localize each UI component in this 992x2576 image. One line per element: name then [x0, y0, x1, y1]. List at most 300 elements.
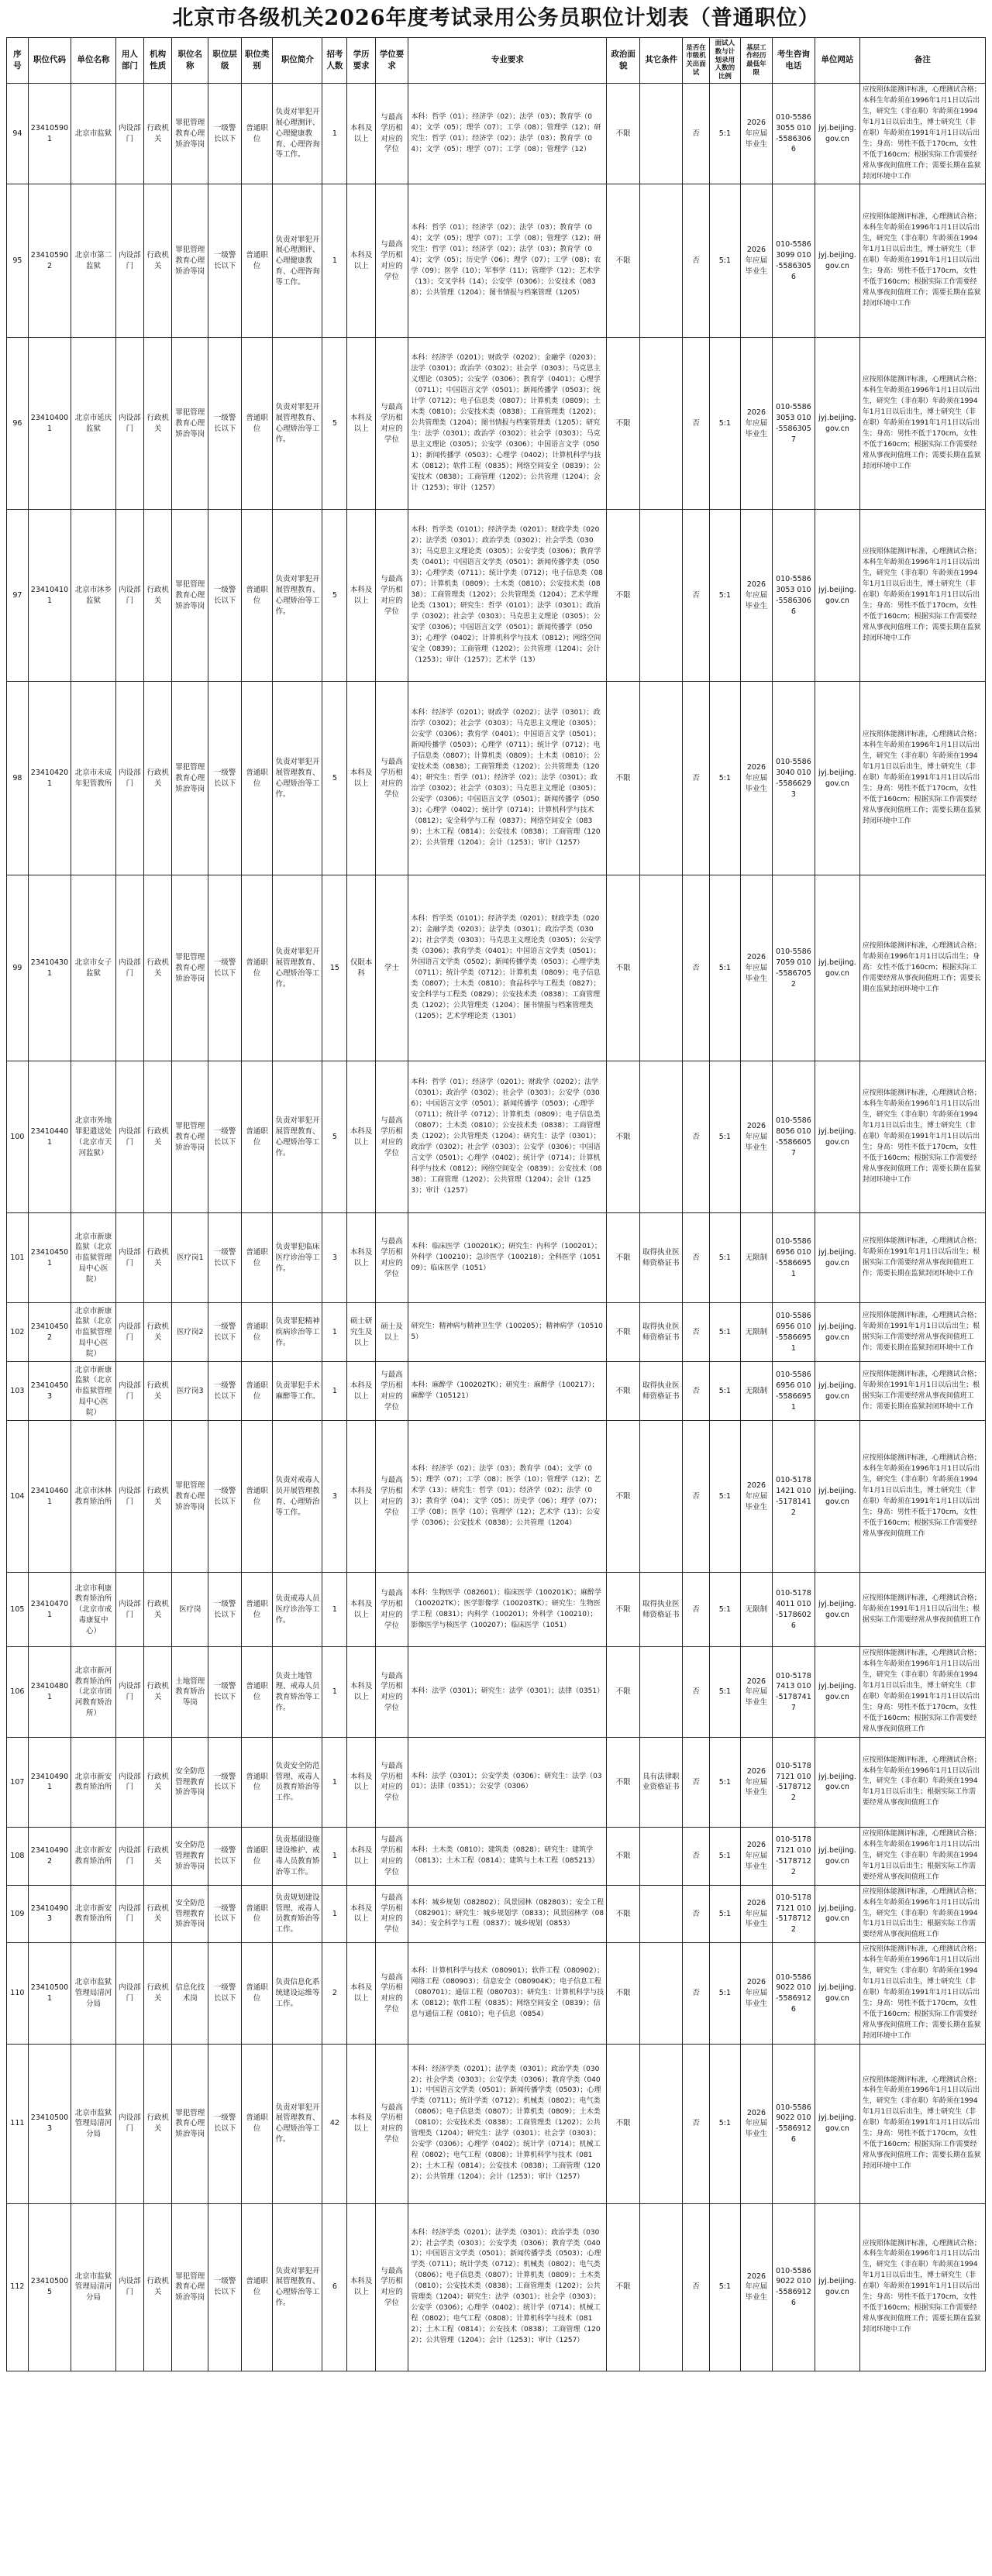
- cell-site: jyj.beijing.gov.cn: [815, 1647, 860, 1738]
- cell-level: 一级警长以下: [208, 682, 242, 875]
- cell-cat: 普通职位: [241, 84, 273, 184]
- cell-edu: 本科及以上: [347, 1737, 375, 1827]
- cell-pol: 不限: [607, 1061, 640, 1213]
- cell-dept: 内设部门: [115, 338, 143, 510]
- cell-city: 否: [683, 1573, 709, 1647]
- cell-intro: 负责罪犯精神疾病诊治等工作。: [273, 1303, 322, 1362]
- cell-level: 一级警长以下: [208, 84, 242, 184]
- cell-ratio: 5:1: [709, 1737, 741, 1827]
- table-row: [7, 1885, 986, 1943]
- cell-dept: 内设部门: [115, 1943, 143, 2044]
- cell-num: 2: [322, 1943, 347, 2044]
- column-header: 学历要求: [347, 38, 375, 84]
- cell-nature: 行政机关: [144, 338, 172, 510]
- cell-num: 5: [322, 338, 347, 510]
- cell-code: 234104902: [28, 1827, 71, 1885]
- cell-phone: 010-51787121 010-51787122: [772, 1737, 815, 1827]
- cell-other: [640, 510, 683, 682]
- cell-edu: 本科及以上: [347, 510, 375, 682]
- cell-no: 101: [7, 1213, 29, 1303]
- cell-num: 1: [322, 1647, 347, 1738]
- cell-other: 取得执业医师资格证书: [640, 1303, 683, 1362]
- cell-site: jyj.beijing.gov.cn: [815, 1827, 860, 1885]
- cell-no: 96: [7, 338, 29, 510]
- cell-dept: 内设部门: [115, 510, 143, 682]
- cell-num: 5: [322, 510, 347, 682]
- cell-other: [640, 1827, 683, 1885]
- cell-city: 否: [683, 1647, 709, 1738]
- cell-level: 一级警长以下: [208, 184, 242, 338]
- cell-level: 一级警长以下: [208, 1943, 242, 2044]
- cell-intro: 负责戒毒人员医疗诊治等工作。: [273, 1573, 322, 1647]
- column-header: 其它条件: [640, 38, 683, 84]
- cell-ratio: 5:1: [709, 1303, 741, 1362]
- cell-cat: 普通职位: [241, 184, 273, 338]
- cell-intro: 负责罪犯临床医疗诊治等工作。: [273, 1213, 322, 1303]
- cell-dept: 内设部门: [115, 1421, 143, 1573]
- cell-level: 一级警长以下: [208, 1421, 242, 1573]
- cell-exp: 2026年应届毕业生: [741, 2203, 773, 2371]
- cell-ratio: 5:1: [709, 682, 741, 875]
- cell-num: 6: [322, 2203, 347, 2371]
- cell-post: 罪犯管理教育心理矫治等岗: [172, 338, 208, 510]
- cell-no: 95: [7, 184, 29, 338]
- cell-intro: 负责信息化系统建设运维等工作。: [273, 1943, 322, 2044]
- column-header: 机构性质: [144, 38, 172, 84]
- cell-edu: 本科及以上: [347, 84, 375, 184]
- cell-intro: 负责土地管理、戒毒人员教育矫治等工作。: [273, 1647, 322, 1738]
- cell-nature: 行政机关: [144, 1573, 172, 1647]
- cell-phone: 010-55863040 010-55866293: [772, 682, 815, 875]
- cell-city: 否: [683, 1885, 709, 1943]
- cell-post: 土地管理教育矫治等岗: [172, 1647, 208, 1738]
- cell-nature: 行政机关: [144, 1827, 172, 1885]
- cell-pol: 不限: [607, 510, 640, 682]
- cell-num: 1: [322, 84, 347, 184]
- cell-city: 否: [683, 682, 709, 875]
- cell-no: 98: [7, 682, 29, 875]
- cell-num: 15: [322, 875, 347, 1061]
- cell-site: jyj.beijing.gov.cn: [815, 1362, 860, 1421]
- table-row: [7, 1213, 986, 1303]
- column-header: 职位层级: [208, 38, 242, 84]
- cell-ratio: 5:1: [709, 1827, 741, 1885]
- page-title: 北京市各级机关2026年度考试录用公务员职位计划表（普通职位）: [172, 6, 820, 30]
- cell-level: 一级警长以下: [208, 510, 242, 682]
- column-header: 单位网站: [815, 38, 860, 84]
- cell-unit: 北京市监狱: [71, 84, 116, 184]
- cell-code: 234105005: [28, 2203, 71, 2371]
- table-row: [7, 1421, 986, 1573]
- cell-degree: 与最高学历相对应的学位: [375, 1647, 408, 1738]
- cell-major: 本科：哲学类（0101）；经济学类（0201）；财政学类（0202）；金融学类（0203）；法学类（0301）；政治学类（0302）；社会学类（0303）；马克思主义理论类（0305）；公安学类（0306）；教育学类（0401）；中国语言文学类（0501）；外国语言文学类（0502）；新闻传播学类（0503）；心理学类（0711）；统计学类（0712）；计算机类（0809）；电子信息类（0807）；土木类（0810）；食品科学与工程类（0827）；安全科学与工程类（0829）；公安技术类（0838）；工商管理类（1202）；公共管理类（1204）；图书情报与档案管理类（1205）；艺术学理论类（1301）: [408, 875, 607, 1061]
- column-header: 专业要求: [408, 38, 607, 84]
- cell-nature: 行政机关: [144, 1885, 172, 1943]
- cell-nature: 行政机关: [144, 1737, 172, 1827]
- cell-major: 本科：哲学（01）；经济学（0201）；财政学（0202）；法学（0301）；政治学（0302）；社会学（0303）；公安学（0306）；中国语言文学（0501）；新闻传播学（0503）；心理学（0711）；统计学（0712）；计算机类（0809）；电子信息类（0807）；土木类（0810）；公安技术类（0838）；工商管理类（1202）；公共管理类（1204）；研究生：法学（0301）；政治学（0302）；社会学（0303）；公安学（0306）；中国语言文学（0501）；心理学（0402）；统计学（0714）；计算机科学与技术（0812）；网络空间安全（0839）；公安技术（0838）；工商管理（1202）；公共管理（1204）；会计（1253）；审计（1257）: [408, 1061, 607, 1213]
- cell-major: 本科：经济学（0201）；财政学（0202）；金融学（0203）；法学（0301）；政治学（0302）；社会学（0303）；马克思主义理论（0305）；公安学（0306）；教育学（0401）；心理学（0711）；中国语言文学（0501）；新闻传播学（0503）；统计学（0712）；电子信息类（0807）；计算机类（0809）；土木类（0810）；公安技术类（0838）；工商管理类（1202）；公共管理类（1204）；图书情报与档案管理类（1205）；研究生：法学（0301）；政治学（0302）；社会学（0303）；马克思主义理论（0305）；公安学（0306）；中国语言文学（0501）；新闻传播学（0503）；心理学（0402）；计算机科学与技术（0812）；软件工程（0835）；网络空间安全（0839）；公安技术（0838）；工商管理（1202）；公共管理（1204）；会计（1253）；审计（1257）: [408, 338, 607, 510]
- cell-edu: 本科及以上: [347, 1213, 375, 1303]
- cell-dept: 内设部门: [115, 1573, 143, 1647]
- cell-nature: 行政机关: [144, 2203, 172, 2371]
- cell-major: 本科：计算机科学与技术（080901）；软件工程（080902）；网络工程（080903）；信息安全（080904K）；电子信息工程（080701）；通信工程（080703）；研究生：计算机科学与技术（0812）；软件工程（0835）；网络空间安全（0839）；信息与通信工程（0810）；电子信息（0854）: [408, 1943, 607, 2044]
- cell-unit: 北京市第二监狱: [71, 184, 116, 338]
- cell-no: 103: [7, 1362, 29, 1421]
- cell-other: 具有法律职业资格证书: [640, 1737, 683, 1827]
- cell-cat: 普通职位: [241, 2044, 273, 2203]
- cell-nature: 行政机关: [144, 1303, 172, 1362]
- cell-cat: 普通职位: [241, 875, 273, 1061]
- cell-edu: 本科及以上: [347, 682, 375, 875]
- cell-degree: 与最高学历相对应的学位: [375, 510, 408, 682]
- cell-ratio: 5:1: [709, 1647, 741, 1738]
- cell-cat: 普通职位: [241, 1647, 273, 1738]
- cell-level: 一级警长以下: [208, 1737, 242, 1827]
- cell-other: [640, 1421, 683, 1573]
- cell-cat: 普通职位: [241, 682, 273, 875]
- cell-post: 信息化技术岗: [172, 1943, 208, 2044]
- cell-post: 罪犯管理教育心理矫治等岗: [172, 2203, 208, 2371]
- cell-phone: 010-55868056 010-55866057: [772, 1061, 815, 1213]
- cell-edu: 本科及以上: [347, 2044, 375, 2203]
- cell-code: 234104503: [28, 1362, 71, 1421]
- cell-major: 本科：法学（0301）；公安学类（0306）；研究生：法学（0301）；法律（0351）；公安学（0306）: [408, 1737, 607, 1827]
- cell-major: 本科：经济学类（0201）；法学类（0301）；政治学类（0302）；社会学类（0303）；公安学类（0306）；教育学类（0401）；中国语言文学类（0501）；新闻传播学类（0503）；心理学类（0711）；统计学类（0712）；机械类（0802）；电气类（0806）；电子信息类（0807）；计算机类（0809）；土木类（0810）；公安技术类（0838）；工商管理类（1202）；公共管理类（1204）；研究生：法学（0301）；社会学（0303）；公安学（0306）；心理学（0402）；统计学（0714）；机械工程（0802）；电气工程（0808）；计算机科学与技术（0812）；土木工程（0814）；公安技术（0838）；工商管理（1202）；公共管理（1204）；会计（1253）；审计（1257）: [408, 2044, 607, 2203]
- cell-unit: 北京市监狱管理局清河分局: [71, 1943, 116, 2044]
- cell-major: 本科：土木类（0810）；建筑类（0828）；研究生：建筑学（0813）；土木工程（0814）；建筑与土木工程（085213）: [408, 1827, 607, 1885]
- cell-city: 否: [683, 1061, 709, 1213]
- cell-cat: 普通职位: [241, 1737, 273, 1827]
- cell-unit: 北京市新安教育矫治所: [71, 1737, 116, 1827]
- cell-unit: 北京市女子监狱: [71, 875, 116, 1061]
- cell-note: 应按照体能测评标准，心理测试合格；本科生年龄须在1996年1月1日以后出生，研究生（非在职）年龄须在1994年1月1日以后出生，博士研究生（非在职）年龄须在1991年1月1日以后出生；身高：男性不低于170cm，女性不低于160cm；根据实际工作需要经常从事夜间值班工作；需要长期在监狱封闭环境中工作: [859, 2044, 985, 2203]
- cell-degree: 与最高学历相对应的学位: [375, 1573, 408, 1647]
- cell-unit: 北京市沐林教育矫治所: [71, 1421, 116, 1573]
- cell-degree: 与最高学历相对应的学位: [375, 1421, 408, 1573]
- cell-post: 罪犯管理教育心理矫治等岗: [172, 84, 208, 184]
- table-row: [7, 1362, 986, 1421]
- cell-cat: 普通职位: [241, 1061, 273, 1213]
- cell-ratio: 5:1: [709, 184, 741, 338]
- cell-note: 应按照体能测评标准，心理测试合格；本科生年龄须在1996年1月1日以后出生，研究生（非在职）年龄须在1994年1月1日以后出生；根据实际工作需要经常从事夜间值班工作: [859, 1737, 985, 1827]
- cell-major: 研究生：精神病与精神卫生学（100205）；精神病学（105105）: [408, 1303, 607, 1362]
- cell-nature: 行政机关: [144, 1421, 172, 1573]
- cell-major: 本科：经济学（0201）；财政学（0202）；法学（0301）；政治学（0302）；社会学（0303）；马克思主义理论（0305）；公安学（0306）；教育学（0401）；中国语言文学（0501）；新闻传播学（0503）；心理学（0711）；统计学（0712）；电子信息类（0807）；计算机类（0809）；土木类（0810）；公安技术类（0838）；工商管理类（1202）；公共管理类（1204）；研究生：哲学（01）；经济学（02）；法学（0301）；政治学（0302）；社会学（0303）；马克思主义理论（0305）；公安学（0306）；中国语言文学（0501）；新闻传播学（0503）；心理学（0402）；统计学（0714）；计算机科学与技术（0812）；安全科学与工程（0837）；网络空间安全（0839）；土木工程（0814）；公安技术（0838）；工商管理（1202）；公共管理（1204）；会计（1253）；审计（1257）: [408, 682, 607, 875]
- cell-other: [640, 1061, 683, 1213]
- column-header: 学位要求: [375, 38, 408, 84]
- table-row: [7, 1303, 986, 1362]
- cell-exp: 2026年应届毕业生: [741, 338, 773, 510]
- cell-level: 一级警长以下: [208, 1827, 242, 1885]
- cell-unit: 北京市新安教育矫治所: [71, 1885, 116, 1943]
- cell-code: 234105003: [28, 2044, 71, 2203]
- cell-cat: 普通职位: [241, 1943, 273, 2044]
- cell-cat: 普通职位: [241, 1362, 273, 1421]
- cell-post: 医疗岗1: [172, 1213, 208, 1303]
- column-header: 政治面貌: [607, 38, 640, 84]
- cell-edu: 本科及以上: [347, 1573, 375, 1647]
- cell-num: 3: [322, 1213, 347, 1303]
- cell-exp: 2026年应届毕业生: [741, 1943, 773, 2044]
- cell-edu: 本科及以上: [347, 184, 375, 338]
- cell-site: jyj.beijing.gov.cn: [815, 1573, 860, 1647]
- cell-nature: 行政机关: [144, 2044, 172, 2203]
- cell-site: jyj.beijing.gov.cn: [815, 2203, 860, 2371]
- cell-note: 应按照体能测评标准，心理测试合格；本科生年龄须在1996年1月1日以后出生，研究生（非在职）年龄须在1994年1月1日以后出生，博士研究生（非在职）年龄须在1991年1月1日以后出生；身高：男性不低于170cm，女性不低于160cm；根据实际工作需要经常从事夜间值班工作；需要长期在监狱封闭环境中工作: [859, 338, 985, 510]
- cell-degree: 与最高学历相对应的学位: [375, 1943, 408, 2044]
- cell-phone: 010-51784011 010-51786026: [772, 1573, 815, 1647]
- cell-note: 应按照体能测评标准，心理测试合格；本科生年龄须在1996年1月1日以后出生，研究生（非在职）年龄须在1994年1月1日以后出生；根据实际工作需要经常从事夜间值班工作: [859, 1827, 985, 1885]
- cell-intro: 负责对罪犯开展管理教育、心理矫治等工作。: [273, 510, 322, 682]
- cell-post: 罪犯管理教育心理矫治等岗: [172, 1421, 208, 1573]
- cell-site: jyj.beijing.gov.cn: [815, 1943, 860, 2044]
- cell-city: 否: [683, 875, 709, 1061]
- cell-code: 234104901: [28, 1737, 71, 1827]
- cell-pol: 不限: [607, 1827, 640, 1885]
- cell-unit: 北京市监狱管理局清河分局: [71, 2044, 116, 2203]
- cell-ratio: 5:1: [709, 84, 741, 184]
- cell-site: jyj.beijing.gov.cn: [815, 84, 860, 184]
- cell-degree: 与最高学历相对应的学位: [375, 2203, 408, 2371]
- cell-major: 本科：哲学（01）；经济学（02）；法学（03）；教育学（04）；文学（05）；理学（07）；工学（08）；管理学（12）；研究生：哲学（01）；经济学（02）；法学（03）；教育学（04）；文学（05）；历史学（06）；理学（07）；工学（08）；农学（09）；医学（10）；军事学（11）；管理学（12）；艺术学（13）；交叉学科（14）；公安学（0306）；公安技术（0838）；公共管理（1204）；图书情报与档案管理（1205）: [408, 184, 607, 338]
- cell-code: 234105902: [28, 184, 71, 338]
- cell-exp: 无限制: [741, 1362, 773, 1421]
- cell-degree: 学士: [375, 875, 408, 1061]
- cell-code: 234104601: [28, 1421, 71, 1573]
- cell-city: 否: [683, 338, 709, 510]
- cell-pol: 不限: [607, 84, 640, 184]
- table-row: [7, 1827, 986, 1885]
- column-header: 面试人数与计划录用人数的比例: [709, 38, 741, 84]
- cell-num: 1: [322, 1737, 347, 1827]
- cell-major: 本科：临床医学（100201K）；研究生：内科学（100201）；外科学（100210）；急诊医学（100218）；全科医学（105109）；临床医学（1051）: [408, 1213, 607, 1303]
- cell-pol: 不限: [607, 1362, 640, 1421]
- cell-nature: 行政机关: [144, 1943, 172, 2044]
- cell-cat: 普通职位: [241, 510, 273, 682]
- cell-pol: 不限: [607, 338, 640, 510]
- cell-pol: 不限: [607, 1213, 640, 1303]
- cell-note: 应按照体能测评标准，心理测试合格；年龄须在1991年1月1日以后出生；根据实际工作需要经常从事夜间值班工作: [859, 1573, 985, 1647]
- cell-no: 109: [7, 1885, 29, 1943]
- cell-num: 42: [322, 2044, 347, 2203]
- cell-cat: 普通职位: [241, 2203, 273, 2371]
- recruitment-table: [6, 37, 986, 2371]
- cell-note: 应按照体能测评标准，心理测试合格；本科生年龄须在1996年1月1日以后出生，研究生（非在职）年龄须在1994年1月1日以后出生；根据实际工作需要经常从事夜间值班工作: [859, 1885, 985, 1943]
- cell-num: 5: [322, 682, 347, 875]
- cell-code: 234105001: [28, 1943, 71, 2044]
- cell-post: 罪犯管理教育心理矫治等岗: [172, 875, 208, 1061]
- cell-exp: 无限制: [741, 1573, 773, 1647]
- cell-code: 234104101: [28, 510, 71, 682]
- cell-ratio: 5:1: [709, 1061, 741, 1213]
- cell-major: 本科：经济学类（0201）；法学类（0301）；政治学类（0302）；社会学类（0303）；公安学类（0306）；教育学类（0401）；中国语言文学类（0501）；新闻传播学类（0503）；心理学类（0711）；统计学类（0712）；机械类（0802）；电气类（0806）；电子信息类（0807）；计算机类（0809）；土木类（0810）；公安技术类（0838）；工商管理类（1202）；公共管理类（1204）；研究生：法学（0301）；社会学（0303）；公安学（0306）；心理学（0402）；统计学（0714）；机械工程（0802）；电气工程（0808）；计算机科学与技术（0812）；土木工程（0814）；公安技术（0838）；工商管理（1202）；公共管理（1204）；会计（1253）；审计（1257）: [408, 2203, 607, 2371]
- cell-dept: 内设部门: [115, 1737, 143, 1827]
- cell-note: 应按照体能测评标准，心理测试合格；本科生年龄须在1996年1月1日以后出生，研究生（非在职）年龄须在1994年1月1日以后出生，博士研究生（非在职）年龄须在1991年1月1日以后出生；身高：男性不低于170cm，女性不低于160cm；根据实际工作需要经常从事夜间值班工作；需要长期在监狱封闭环境中工作: [859, 2203, 985, 2371]
- cell-other: [640, 1885, 683, 1943]
- cell-exp: 无限制: [741, 1213, 773, 1303]
- cell-degree: 与最高学历相对应的学位: [375, 184, 408, 338]
- cell-unit: 北京市利康教育矫治所（北京市戒毒康复中心）: [71, 1573, 116, 1647]
- cell-no: 112: [7, 2203, 29, 2371]
- table-row: [7, 1647, 986, 1738]
- column-header: 职位简介: [273, 38, 322, 84]
- cell-city: 否: [683, 184, 709, 338]
- cell-cat: 普通职位: [241, 1885, 273, 1943]
- cell-note: 应按照体能测评标准，心理测试合格；年龄须在1991年1月1日以后出生；根据实际工作需要经常从事夜间值班工作；需要长期在监狱封闭环境中工作: [859, 1303, 985, 1362]
- cell-phone: 010-55863099 010-55863056: [772, 184, 815, 338]
- cell-unit: 北京市新康监狱（北京市监狱管理局中心医院）: [71, 1213, 116, 1303]
- column-header: 职位类别: [241, 38, 273, 84]
- cell-phone: 010-55869022 010-55869126: [772, 2203, 815, 2371]
- cell-pol: 不限: [607, 875, 640, 1061]
- cell-note: 应按照体能测评标准，心理测试合格；本科生年龄须在1996年1月1日以后出生，研究生（非在职）年龄须在1994年1月1日以后出生，博士研究生（非在职）年龄须在1991年1月1日以后出生；身高：男性不低于170cm，女性不低于160cm；根据实际工作需要经常从事夜间值班工作: [859, 1421, 985, 1573]
- cell-intro: 负责对罪犯开展心理测评、心理健康教育、心理咨询等工作。: [273, 84, 322, 184]
- cell-code: 234104801: [28, 1647, 71, 1738]
- cell-exp: 2026年应届毕业生: [741, 1737, 773, 1827]
- cell-phone: 010-55863055 010-55863066: [772, 84, 815, 184]
- cell-edu: 硕士研究生及以上: [347, 1303, 375, 1362]
- cell-intro: 负责对戒毒人员开展管理教育、心理矫治等工作。: [273, 1421, 322, 1573]
- cell-level: 一级警长以下: [208, 1647, 242, 1738]
- cell-intro: 负责对罪犯开展管理教育、心理矫治等工作。: [273, 2203, 322, 2371]
- cell-level: 一级警长以下: [208, 1213, 242, 1303]
- cell-note: 应按照体能测评标准，心理测试合格；本科生年龄须在1996年1月1日以后出生，研究生（非在职）年龄须在1994年1月1日以后出生，博士研究生（非在职）年龄须在1991年1月1日以后出生；身高：男性不低于170cm，女性不低于160cm；根据实际工作需要经常从事夜间值班工作；需要长期在监狱封闭环境中工作: [859, 84, 985, 184]
- cell-other: [640, 184, 683, 338]
- cell-pol: 不限: [607, 1943, 640, 2044]
- cell-exp: 2026年应届毕业生: [741, 1647, 773, 1738]
- cell-phone: 010-55863053 010-55863057: [772, 338, 815, 510]
- cell-ratio: 5:1: [709, 1573, 741, 1647]
- cell-code: 234104001: [28, 338, 71, 510]
- cell-ratio: 5:1: [709, 338, 741, 510]
- cell-exp: 2026年应届毕业生: [741, 84, 773, 184]
- cell-unit: 北京市新河教育矫治所（北京市团河教育矫治所）: [71, 1647, 116, 1738]
- cell-exp: 2026年应届毕业生: [741, 2044, 773, 2203]
- cell-post: 医疗岗: [172, 1573, 208, 1647]
- cell-code: 234104502: [28, 1303, 71, 1362]
- cell-site: jyj.beijing.gov.cn: [815, 1061, 860, 1213]
- cell-no: 97: [7, 510, 29, 682]
- cell-num: 1: [322, 1827, 347, 1885]
- cell-exp: 2026年应届毕业生: [741, 184, 773, 338]
- cell-no: 110: [7, 1943, 29, 2044]
- cell-level: 一级警长以下: [208, 1885, 242, 1943]
- cell-pol: 不限: [607, 682, 640, 875]
- cell-no: 105: [7, 1573, 29, 1647]
- cell-no: 100: [7, 1061, 29, 1213]
- column-header: 招考人数: [322, 38, 347, 84]
- cell-nature: 行政机关: [144, 875, 172, 1061]
- cell-ratio: 5:1: [709, 1943, 741, 2044]
- cell-other: [640, 84, 683, 184]
- cell-phone: 010-55866956 010-55866951: [772, 1303, 815, 1362]
- cell-pol: 不限: [607, 2203, 640, 2371]
- cell-dept: 内设部门: [115, 1213, 143, 1303]
- cell-no: 99: [7, 875, 29, 1061]
- cell-phone: 010-51787413 010-51787417: [772, 1647, 815, 1738]
- cell-degree: 与最高学历相对应的学位: [375, 1061, 408, 1213]
- cell-code: 234104903: [28, 1885, 71, 1943]
- cell-pol: 不限: [607, 1573, 640, 1647]
- cell-note: 应按照体能测评标准，心理测试合格；本科生年龄须在1996年1月1日以后出生，研究生（非在职）年龄须在1994年1月1日以后出生，博士研究生（非在职）年龄须在1991年1月1日以后出生；身高：男性不低于170cm，女性不低于160cm；根据实际工作需要经常从事夜间值班工作；需要长期在监狱封闭环境中工作: [859, 184, 985, 338]
- cell-unit: 北京市延庆监狱: [71, 338, 116, 510]
- cell-num: 1: [322, 1362, 347, 1421]
- cell-unit: 北京市未成年犯管教所: [71, 682, 116, 875]
- table-row: [7, 1737, 986, 1827]
- cell-dept: 内设部门: [115, 1303, 143, 1362]
- cell-no: 107: [7, 1737, 29, 1827]
- cell-major: 本科：生物医学（082601）；临床医学（100201K）；麻醉学（100202TK）；医学影像学（100203TK）；研究生：生物医学工程（0831）；内科学（100201）；外科学（100210）；影像医学与核医学（100207）；临床医学（1051）: [408, 1573, 607, 1647]
- cell-city: 否: [683, 2044, 709, 2203]
- cell-post: 罪犯管理教育心理矫治等岗: [172, 2044, 208, 2203]
- cell-edu: 本科及以上: [347, 1943, 375, 2044]
- cell-degree: 硕士及以上: [375, 1303, 408, 1362]
- cell-intro: 负责罪犯手术麻醉等工作。: [273, 1362, 322, 1421]
- column-header: 基层工作经历最低年限: [741, 38, 773, 84]
- cell-dept: 内设部门: [115, 875, 143, 1061]
- cell-code: 234104701: [28, 1573, 71, 1647]
- cell-exp: 2026年应届毕业生: [741, 875, 773, 1061]
- cell-ratio: 5:1: [709, 1213, 741, 1303]
- cell-major: 本科：哲学（01）；经济学（02）；法学（03）；教育学（04）；文学（05）；理学（07）；工学（08）；管理学（12）；研究生：哲学（01）；经济学（02）；法学（03）；教育学（04）；文学（05）；理学（07）；工学（08）；管理学（12）: [408, 84, 607, 184]
- cell-exp: 2026年应届毕业生: [741, 682, 773, 875]
- cell-level: 一级警长以下: [208, 1362, 242, 1421]
- table-row: [7, 682, 986, 875]
- cell-edu: 仅限本科: [347, 875, 375, 1061]
- table-body: [7, 84, 986, 2371]
- cell-code: 234104201: [28, 682, 71, 875]
- cell-phone: 010-55867059 010-55867052: [772, 875, 815, 1061]
- cell-nature: 行政机关: [144, 1647, 172, 1738]
- cell-code: 234105901: [28, 84, 71, 184]
- cell-pol: 不限: [607, 1421, 640, 1573]
- cell-num: 5: [322, 1061, 347, 1213]
- table-row: [7, 338, 986, 510]
- cell-note: 应按照体能测评标准，心理测试合格；本科生年龄须在1996年1月1日以后出生，研究生（非在职）年龄须在1994年1月1日以后出生，博士研究生（非在职）年龄须在1991年1月1日以后出生；身高：男性不低于170cm，女性不低于160cm；根据实际工作需要经常从事夜间值班工作；需要长期在监狱封闭环境中工作: [859, 1943, 985, 2044]
- cell-note: 应按照体能测评标准，心理测试合格；本科生年龄须在1996年1月1日以后出生，研究生（非在职）年龄须在1994年1月1日以后出生，博士研究生（非在职）年龄须在1991年1月1日以后出生；身高：男性不低于170cm，女性不低于160cm；根据实际工作需要经常从事夜间值班工作；需要长期在监狱封闭环境中工作: [859, 1061, 985, 1213]
- cell-edu: 本科及以上: [347, 1362, 375, 1421]
- cell-degree: 与最高学历相对应的学位: [375, 1362, 408, 1421]
- cell-phone: 010-51781421 010-51781412: [772, 1421, 815, 1573]
- cell-intro: 负责规划建设管理、戒毒人员教育矫治等工作。: [273, 1885, 322, 1943]
- cell-phone: 010-55869022 010-55869126: [772, 1943, 815, 2044]
- cell-level: 一级警长以下: [208, 338, 242, 510]
- cell-post: 罪犯管理教育心理矫治等岗: [172, 510, 208, 682]
- cell-site: jyj.beijing.gov.cn: [815, 1737, 860, 1827]
- cell-degree: 与最高学历相对应的学位: [375, 1737, 408, 1827]
- cell-nature: 行政机关: [144, 510, 172, 682]
- cell-ratio: 5:1: [709, 2044, 741, 2203]
- cell-edu: 本科及以上: [347, 1827, 375, 1885]
- cell-intro: 负责对罪犯开展心理测评、心理健康教育、心理咨询等工作。: [273, 184, 322, 338]
- cell-unit: 北京市沐乡监狱: [71, 510, 116, 682]
- cell-other: [640, 338, 683, 510]
- cell-dept: 内设部门: [115, 2203, 143, 2371]
- cell-cat: 普通职位: [241, 1213, 273, 1303]
- cell-site: jyj.beijing.gov.cn: [815, 1885, 860, 1943]
- table-row: [7, 184, 986, 338]
- cell-degree: 与最高学历相对应的学位: [375, 2044, 408, 2203]
- cell-site: jyj.beijing.gov.cn: [815, 1213, 860, 1303]
- cell-city: 否: [683, 1943, 709, 2044]
- cell-city: 否: [683, 1213, 709, 1303]
- cell-note: 应按照体能测评标准，心理测试合格；年龄须在1991年1月1日以后出生；根据实际工作需要经常从事夜间值班工作；需要长期在监狱封闭环境中工作: [859, 1213, 985, 1303]
- cell-no: 102: [7, 1303, 29, 1362]
- cell-dept: 内设部门: [115, 1647, 143, 1738]
- cell-pol: 不限: [607, 1647, 640, 1738]
- cell-intro: 负责对罪犯开展管理教育、心理矫治等工作。: [273, 682, 322, 875]
- cell-pol: 不限: [607, 1737, 640, 1827]
